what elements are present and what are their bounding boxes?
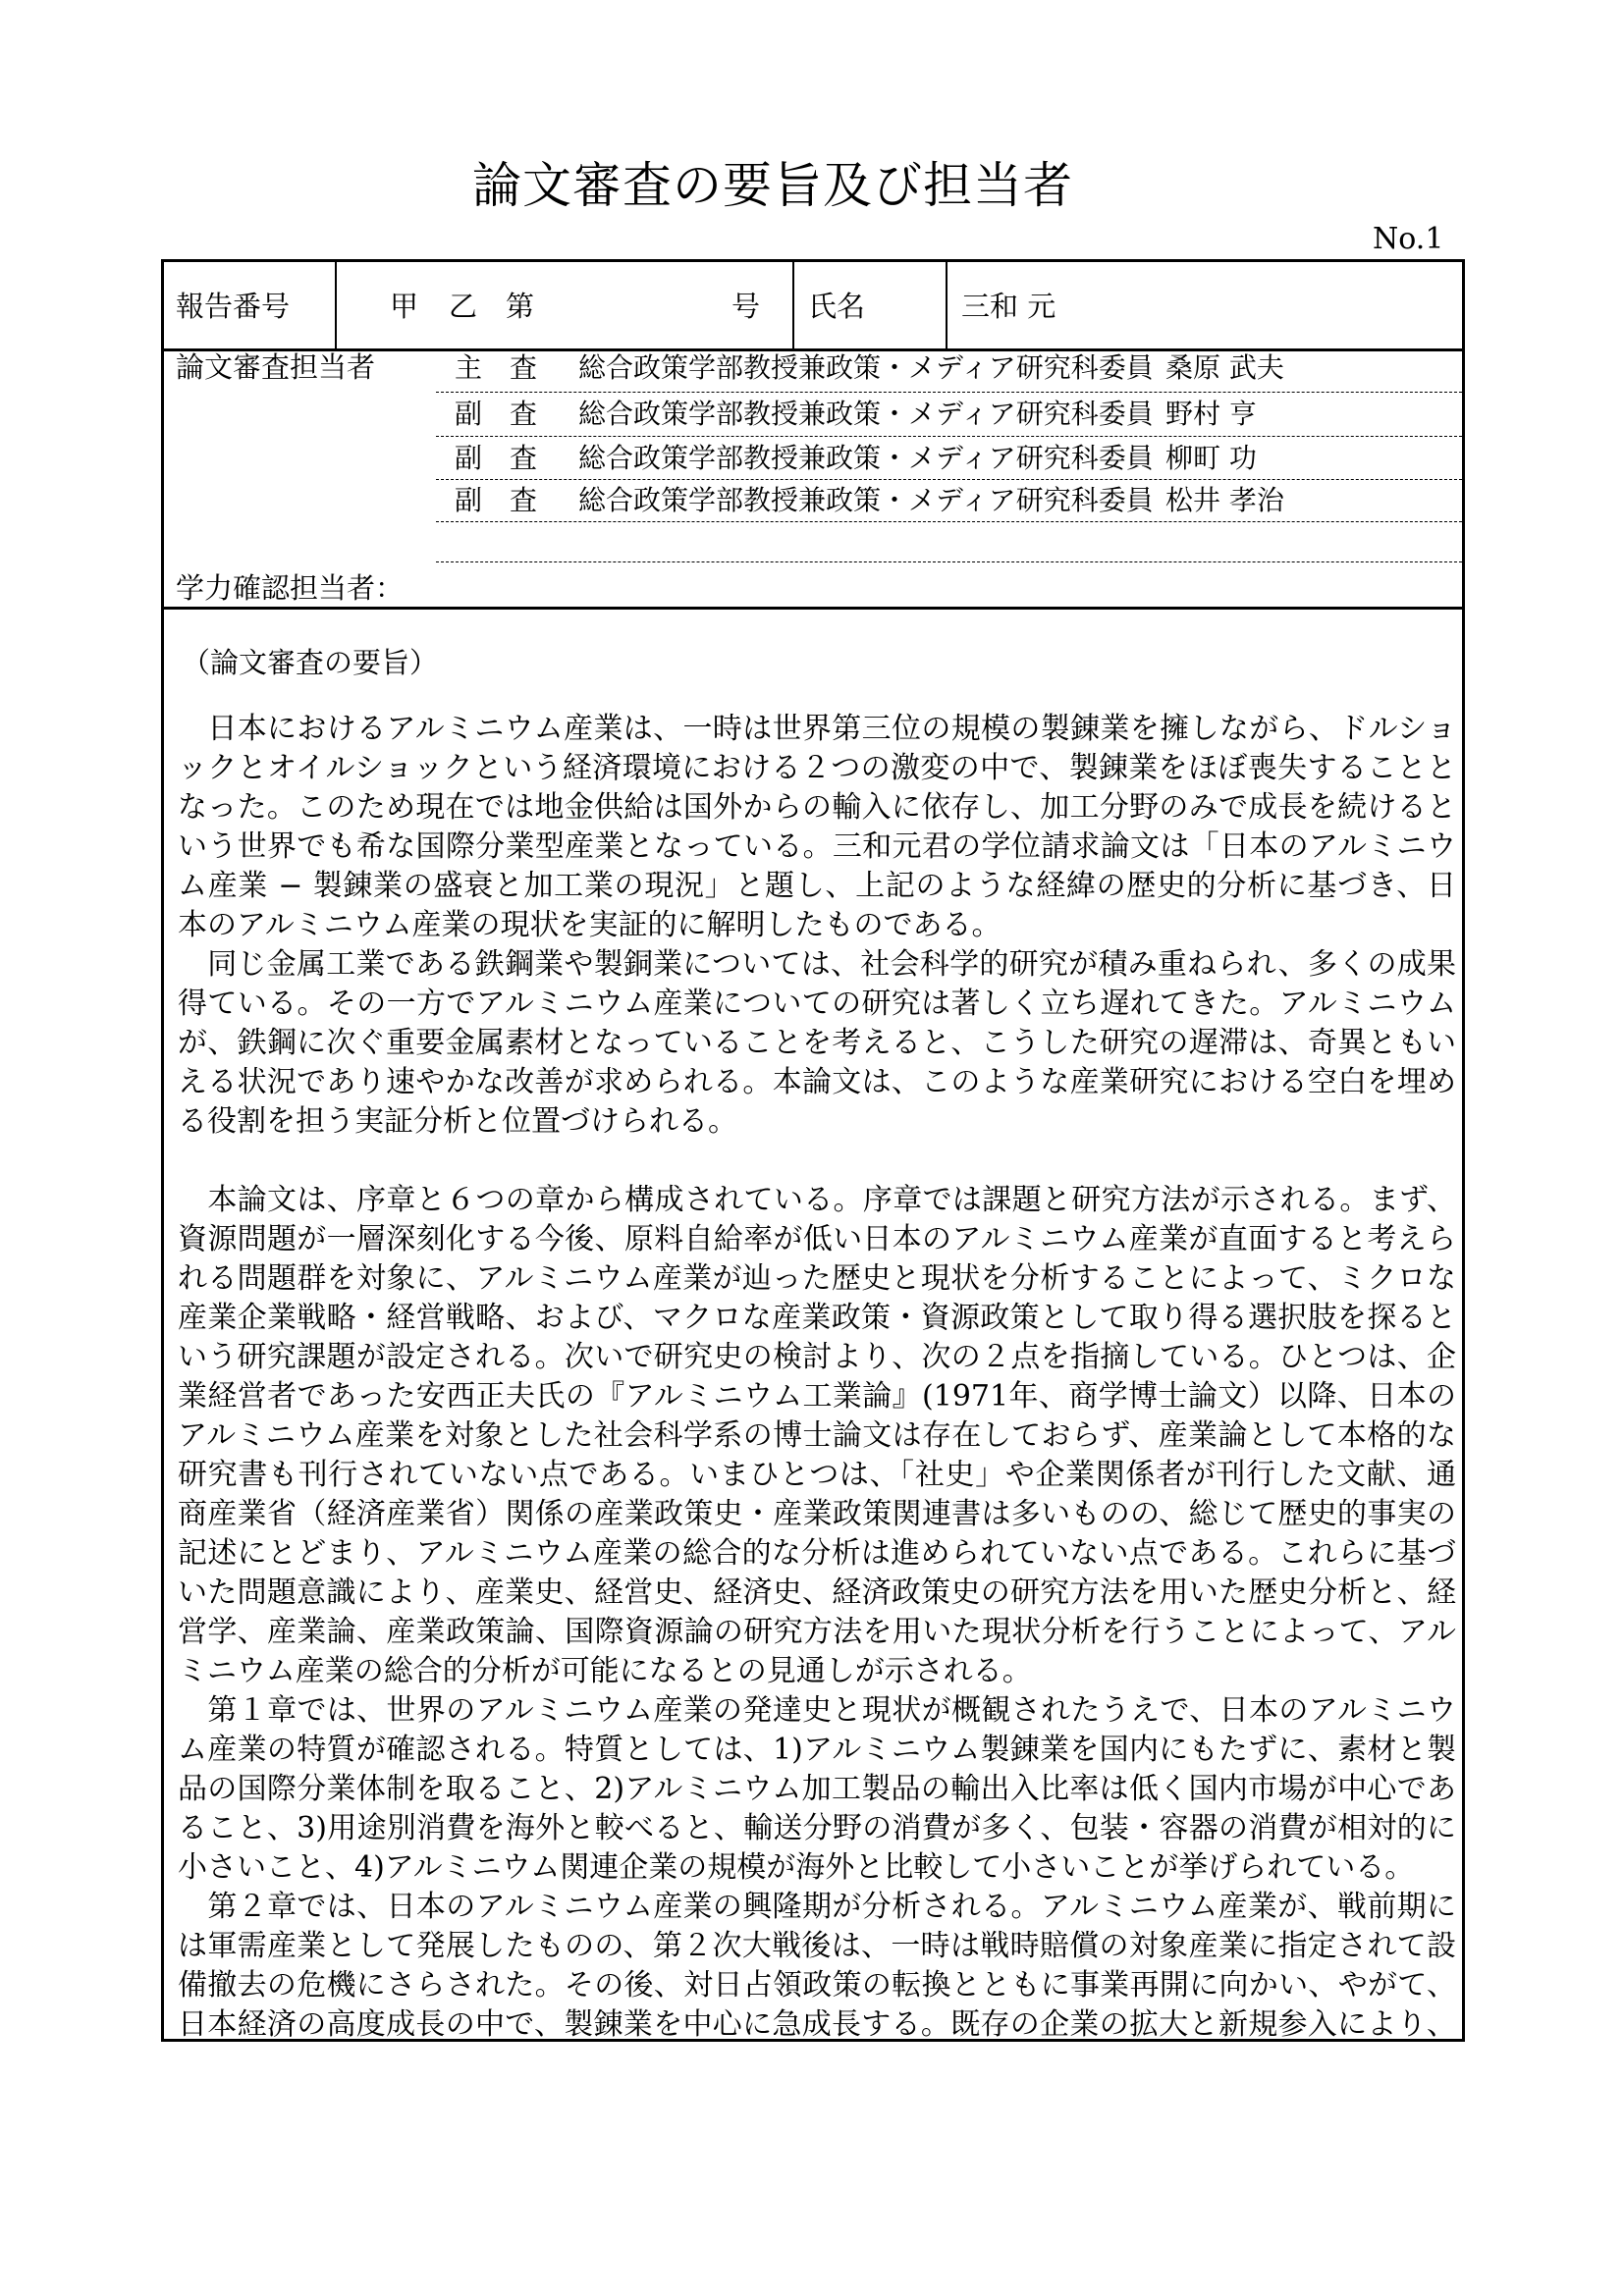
- examiner-name: 松井 孝治: [1165, 484, 1284, 516]
- paragraph-spacer: [178, 1142, 1456, 1181]
- report-kou: 甲: [390, 290, 419, 323]
- report-otsu: 乙: [449, 290, 478, 323]
- paragraph-line: 小さいこと、4)アルミニウム関連企業の規模が海外と比較して小さいことが挙げられている。: [178, 1850, 1415, 1885]
- examiner-affiliation: 総合政策学部教授兼政策・メディア研究科委員: [578, 351, 1154, 384]
- paragraph-line: 第２章では、日本のアルミニウム産業の興隆期が分析される。アルミニウム産業が、戦前期に: [178, 1890, 1456, 1924]
- examiner-role: 副 査: [455, 484, 538, 516]
- dashed-divider: [436, 392, 1462, 393]
- summary-paragraph: [178, 1691, 1456, 1888]
- paragraph-line: なった。このため現在では地金供給は国外からの輸入に依存し、加工分野のみで成長を続けると: [178, 790, 1456, 825]
- paragraph-line: アルミニウム産業を対象とした社会科学系の博士論文は存在しておらず、産業論として本格的な: [178, 1418, 1456, 1453]
- column-divider: [946, 262, 947, 350]
- paragraph-line: 本論文は、序章と６つの章から構成されている。序章では課題と研究方法が示される。まず、: [178, 1183, 1456, 1217]
- examiner-role: 副 査: [455, 442, 538, 474]
- examiner-affiliation: 総合政策学部教授兼政策・メディア研究科委員: [578, 484, 1154, 516]
- paragraph-line: 品の国際分業体制を取ること、2)アルミニウム加工製品の輸出入比率は低く国内市場が中心であ: [178, 1772, 1456, 1806]
- examiner-name: 野村 亨: [1165, 398, 1257, 430]
- paragraph-line: 業経営者であった安西正夫氏の『アルミニウム工業論』(1971年、商学博士論文）以降、日本の: [178, 1379, 1456, 1414]
- paragraph-line: 本のアルミニウム産業の現状を実証的に解明したものである。: [178, 908, 1001, 942]
- report-number-label: 報告番号: [176, 290, 291, 323]
- examiners-label: 論文審査担当者: [176, 350, 376, 384]
- examiner-affiliation: 総合政策学部教授兼政策・メディア研究科委員: [578, 442, 1154, 474]
- paragraph-line: 産業企業戦略・経営戦略、および、マクロな産業政策・資源政策として取り得る選択肢を探ると: [178, 1301, 1456, 1335]
- paragraph-line: 記述にとどまり、アルミニウム産業の総合的な分析は進められていない点である。これらに基づ: [178, 1536, 1456, 1571]
- examiner-name: 桑原 武夫: [1165, 351, 1284, 384]
- summary-heading: （論文審査の要旨）: [182, 646, 439, 679]
- paragraph-line: 日本経済の高度成長の中で、製錬業を中心に急成長する。既存の企業の拡大と新規参入により、: [178, 2007, 1456, 2042]
- examiner-affiliation: 総合政策学部教授兼政策・メディア研究科委員: [578, 398, 1154, 430]
- report-gou: 号: [731, 290, 761, 323]
- paragraph-line: が、鉄鋼に次ぐ重要金属素材となっていることを考えると、こうした研究の遅滞は、奇異ともい: [178, 1026, 1456, 1060]
- page-title: 論文審査の要旨及び担当者: [472, 157, 1073, 214]
- paragraph-line: える状況であり速やかな改善が求められる。本論文は、このような産業研究における空白を埋め: [178, 1065, 1456, 1099]
- summary-paragraph: [178, 1181, 1456, 1691]
- examiner-role: 主 査: [455, 351, 538, 384]
- summary-paragraph: [178, 945, 1456, 1142]
- paragraph-line: る役割を担う実証分析と位置づけられる。: [178, 1104, 737, 1139]
- paragraph-line: 得ている。その一方でアルミニウム産業についての研究は著しく立ち遅れてきた。アルミニウム: [178, 987, 1456, 1021]
- paragraph-line: いう世界でも希な国際分業型産業となっている。三和元君の学位請求論文は「日本のアルミニウ: [178, 829, 1456, 864]
- summary-body: [178, 710, 1456, 2045]
- dashed-divider: [436, 436, 1462, 437]
- paragraph-line: 研究書も刊行されていない点である。いまひとつは、「社史」や企業関係者が刊行した文献、通: [178, 1458, 1456, 1492]
- row-divider: [164, 607, 1462, 610]
- paragraph-line: ックとオイルショックという経済環境における２つの激変の中で、製錬業をほぼ喪失することと: [178, 751, 1456, 785]
- ability-check-label: 学力確認担当者：: [176, 571, 405, 605]
- report-dai: 第: [506, 290, 535, 323]
- paragraph-line: 同じ金属工業である鉄鋼業や製銅業については、社会科学的研究が積み重ねられ、多くの成果: [178, 947, 1456, 982]
- examiner-name: 柳町 功: [1165, 442, 1257, 474]
- dashed-divider: [436, 521, 1462, 522]
- candidate-name: 三和 元: [961, 290, 1056, 323]
- summary-paragraph: [178, 1888, 1456, 2045]
- paragraph-line: ミニウム産業の総合的分析が可能になるとの見通しが示される。: [178, 1654, 1032, 1688]
- paragraph-line: いう研究課題が設定される。次いで研究史の検討より、次の２点を指摘している。ひとつは、企: [178, 1340, 1456, 1374]
- paragraph-line: ム産業の特質が確認される。特質としては、1)アルミニウム製錬業を国内にもたずに、素材と製: [178, 1733, 1456, 1767]
- dashed-divider: [436, 561, 1462, 562]
- paragraph-line: 日本におけるアルミニウム産業は、一時は世界第三位の規模の製錬業を擁しながら、ドルショ: [178, 712, 1456, 746]
- name-label: 氏名: [808, 290, 866, 323]
- paragraph-line: いた問題意識により、産業史、経営史、経済史、経済政策史の研究方法を用いた歴史分析と、経: [178, 1575, 1456, 1610]
- paragraph-line: は軍需産業として発展したものの、第２次大戦後は、一時は戦時賠償の対象産業に指定されて設: [178, 1929, 1456, 1963]
- paragraph-line: れる問題群を対象に、アルミニウム産業が辿った歴史と現状を分析することによって、ミクロな: [178, 1261, 1456, 1296]
- document-number: No.1: [1373, 222, 1444, 256]
- column-divider: [792, 262, 794, 350]
- paragraph-line: 商産業省（経済産業省）関係の産業政策史・産業政策関連書は多いものの、総じて歴史的事実の: [178, 1497, 1456, 1531]
- column-divider: [335, 262, 337, 350]
- paragraph-line: 資源問題が一層深刻化する今後、原料自給率が低い日本のアルミニウム産業が直面すると考えら: [178, 1222, 1456, 1256]
- paragraph-line: 第１章では、世界のアルミニウム産業の発達史と現状が概観されたうえで、日本のアルミニウ: [178, 1693, 1456, 1728]
- review-form-table: [161, 259, 1465, 2042]
- dashed-divider: [436, 479, 1462, 480]
- summary-paragraph: [178, 710, 1456, 945]
- paragraph-line: 備撤去の危機にさらされた。その後、対日占領政策の転換とともに事業再開に向かい、やがて、: [178, 1968, 1456, 2002]
- paragraph-line: ること、3)用途別消費を海外と較べると、輸送分野の消費が多く、包装・容器の消費が相対的に: [178, 1811, 1456, 1845]
- paragraph-line: ム産業 − 製錬業の盛衰と加工業の現況」と題し、上記のような経緯の歴史的分析に基づき、日: [178, 869, 1456, 903]
- examiner-role: 副 査: [455, 398, 538, 430]
- paragraph-line: 営学、産業論、産業政策論、国際資源論の研究方法を用いた現状分析を行うことによって、アル: [178, 1615, 1456, 1649]
